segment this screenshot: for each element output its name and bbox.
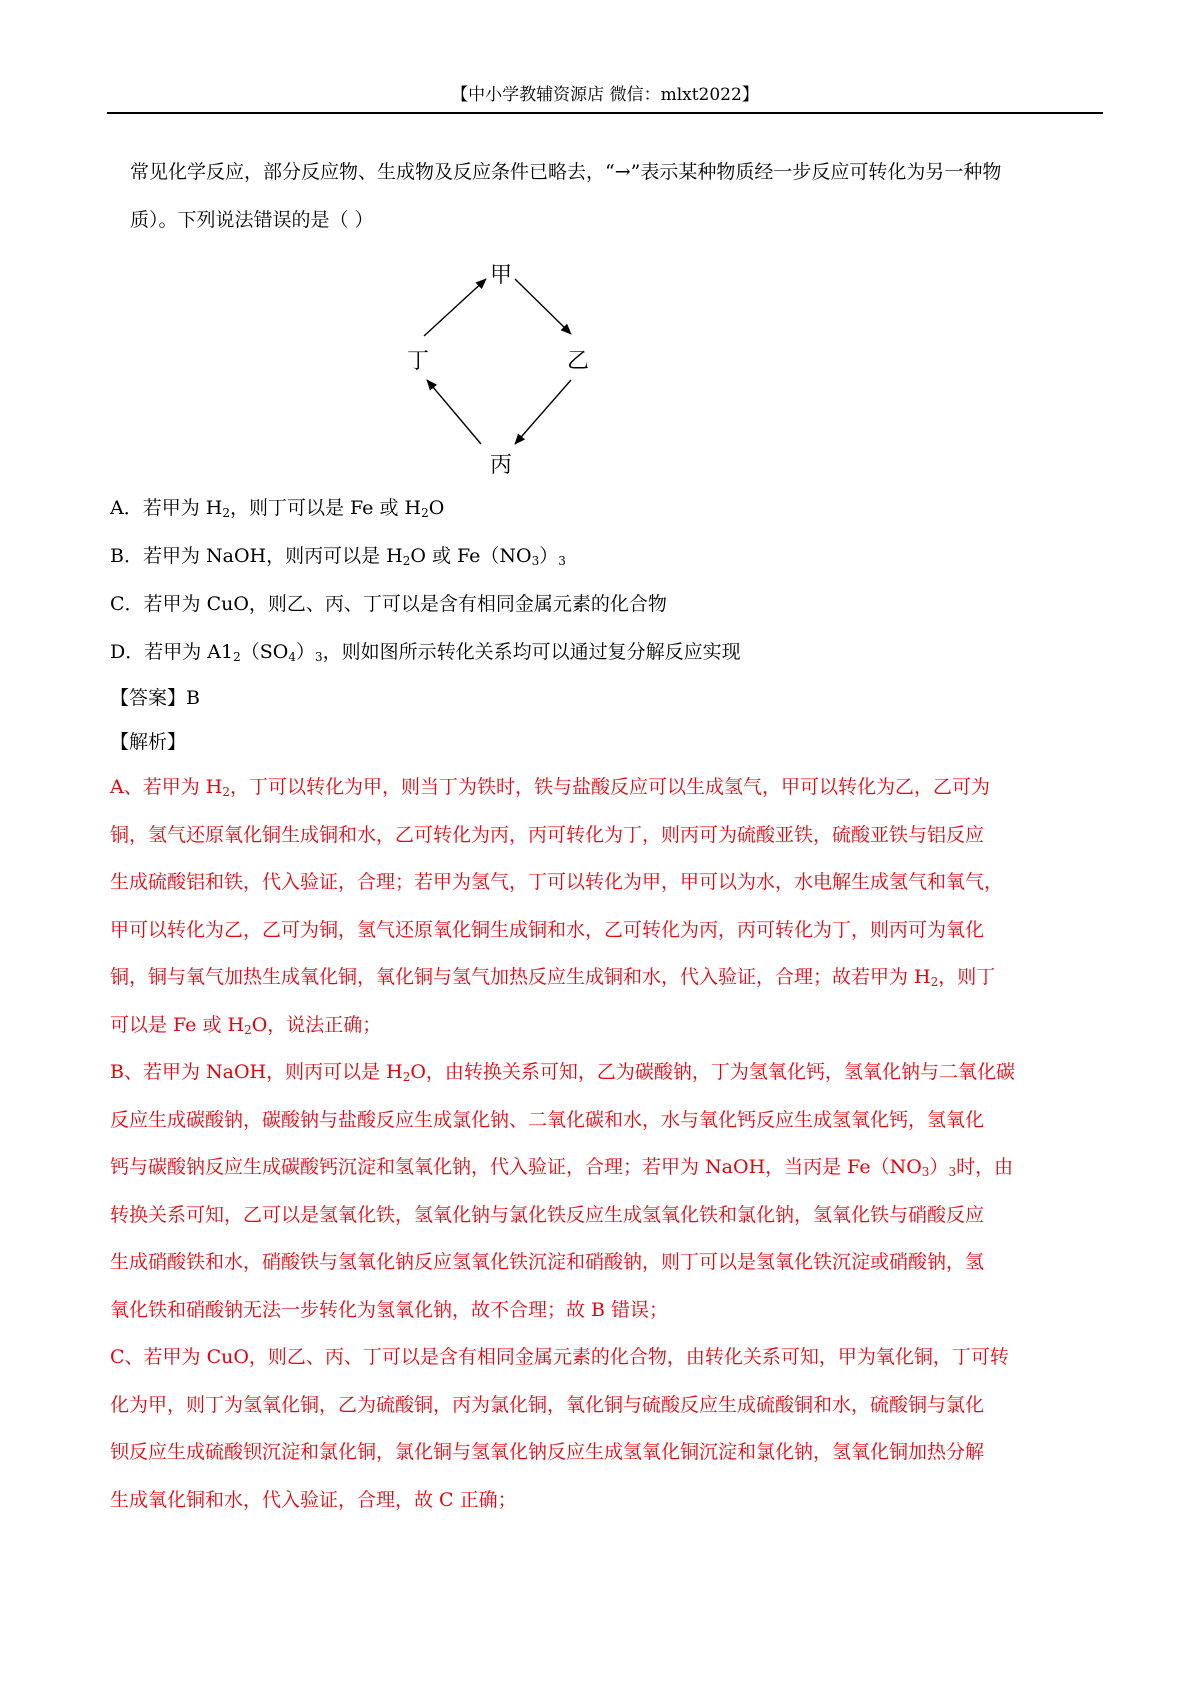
option-b: B．若甲为 NaOH，则丙可以是 $H_2O$ 或 $Fe(NO_3)_3$ <box>110 545 566 568</box>
analysis-a-line: 甲可以转化为乙，乙可为铜，氢气还原氧化铜生成铜和水，乙可转化为丙，丙可转化为丁，则丙可为氧化 <box>110 918 985 941</box>
node-yi: 乙 <box>566 349 590 374</box>
analysis-c-line: 钡反应生成硫酸钡沉淀和氯化铜，氯化铜与氢氧化钠反应生成氢氧化铜沉淀和氯化钠，氢氧化铜加热分解 <box>110 1441 985 1463</box>
node-jia: 甲 <box>489 263 513 288</box>
option-c: C．若甲为 CuO，则乙、丙、丁可以是含有相同金属元素的化合物 <box>110 593 667 615</box>
analysis-b-line: B、若甲为 NaOH，则丙可以是 $H_2O$，由转换关系可知，乙为碳酸钠，丁为氢氧化钙，氢氧化钠与二氧化碳 <box>110 1061 1015 1084</box>
page-header: 【中小学教辅资源店 微信：mlxt2022】 <box>451 85 759 105</box>
analysis-a-line: 可以是 Fe 或 $H_2O$，说法正确； <box>110 1013 382 1037</box>
analysis-b-line: 氧化铁和硝酸钠无法一步转化为氢氧化钠，故不合理；故 B 错误； <box>110 1298 669 1321</box>
answer-value: B <box>186 687 200 709</box>
conversion-diagram-svg <box>110 252 1100 484</box>
analysis-b-line: 反应生成碳酸钠，碳酸钠与盐酸反应生成氯化钠、二氧化碳和水，水与氧化钙反应生成氢氧化钙，氢氧化 <box>110 1108 985 1131</box>
question-intro-line-1: 常见化学反应，部分反应物、生成物及反应条件已略去，“→”表示某种物质经一步反应可转化为另一种物 <box>130 161 1002 183</box>
question-intro <box>110 148 1100 244</box>
analysis-a-line: A、若甲为 $H_2$，丁可以转化为甲，则当丁为铁时，铁与盐酸反应可以生成氢气，甲可以转化为乙，乙可为 <box>110 776 990 799</box>
analysis-b-line: 转换关系可知，乙可以是氢氧化铁，氢氧化钠与氯化铁反应生成氢氧化铁和氯化钠，氢氧化铁与硝酸反应 <box>110 1203 985 1226</box>
question-intro-line-2: 质）。下列说法错误的是（ ） <box>130 209 374 231</box>
option-a: A．若甲为 $H_2$，则丁可以是 Fe 或 $H_2O$ <box>110 497 445 520</box>
analysis-c-line: 生成氧化铜和水，代入验证，合理，故 C 正确； <box>110 1488 517 1511</box>
arrow-bing-to-ding <box>427 380 481 444</box>
analysis-b-line: 钙与碳酸钠反应生成碳酸钙沉淀和氢氧化钠，代入验证，合理；若甲为 NaOH，当丙是 $Fe(NO_3)_3$时，由 <box>110 1156 1014 1179</box>
conversion-diagram <box>110 252 1100 484</box>
analysis-a-line: 铜，氢气还原氧化铜生成铜和水，乙可转化为丙，丙可转化为丁，则丙可为硫酸亚铁，硫酸亚铁与铝反应 <box>110 823 985 846</box>
arrow-ding-to-jia <box>424 279 486 336</box>
arrow-jia-to-yi <box>515 279 571 334</box>
analysis-a-line: 生成硫酸铝和铁，代入验证，合理；若甲为氢气，丁可以转化为甲，甲可以为水，水电解生成氢气和氧气， <box>110 871 1004 893</box>
analysis-c-line: 化为甲，则丁为氢氧化铜，乙为硫酸铜，丙为氯化铜，氧化铜与硫酸反应生成硫酸铜和水，硫酸铜与氯化 <box>110 1393 985 1416</box>
answer-line <box>110 676 1100 720</box>
node-bing: 丙 <box>489 453 513 478</box>
analysis-b-line: 生成硝酸铁和水，硝酸铁与氢氧化钠反应氢氧化铁沉淀和硝酸钠，则丁可以是氢氧化铁沉淀或硝酸钠，氢 <box>110 1251 985 1273</box>
node-ding: 丁 <box>406 349 430 374</box>
analysis-c-line: C、若甲为 CuO，则乙、丙、丁可以是含有相同金属元素的化合物，由转化关系可知，甲为氧化铜，丁可转 <box>110 1346 1009 1368</box>
option-d: D．若甲为 $A1_2(SO_4)_3$，则如图所示转化关系均可以通过复分解反应实现 <box>110 641 741 664</box>
page-content <box>110 148 1100 1524</box>
analysis-a-line: 铜，铜与氧气加热生成氧化铜，氧化铜与氢气加热反应生成铜和水，代入验证，合理；故若甲为 $H_2$，则丁 <box>110 966 996 989</box>
answer-tag: 【答案】 <box>110 687 187 709</box>
analysis-tag: 【解析】 <box>110 731 187 753</box>
header-rule <box>107 112 1103 114</box>
analysis-body <box>110 764 1100 1524</box>
arrow-yi-to-bing <box>515 380 571 444</box>
